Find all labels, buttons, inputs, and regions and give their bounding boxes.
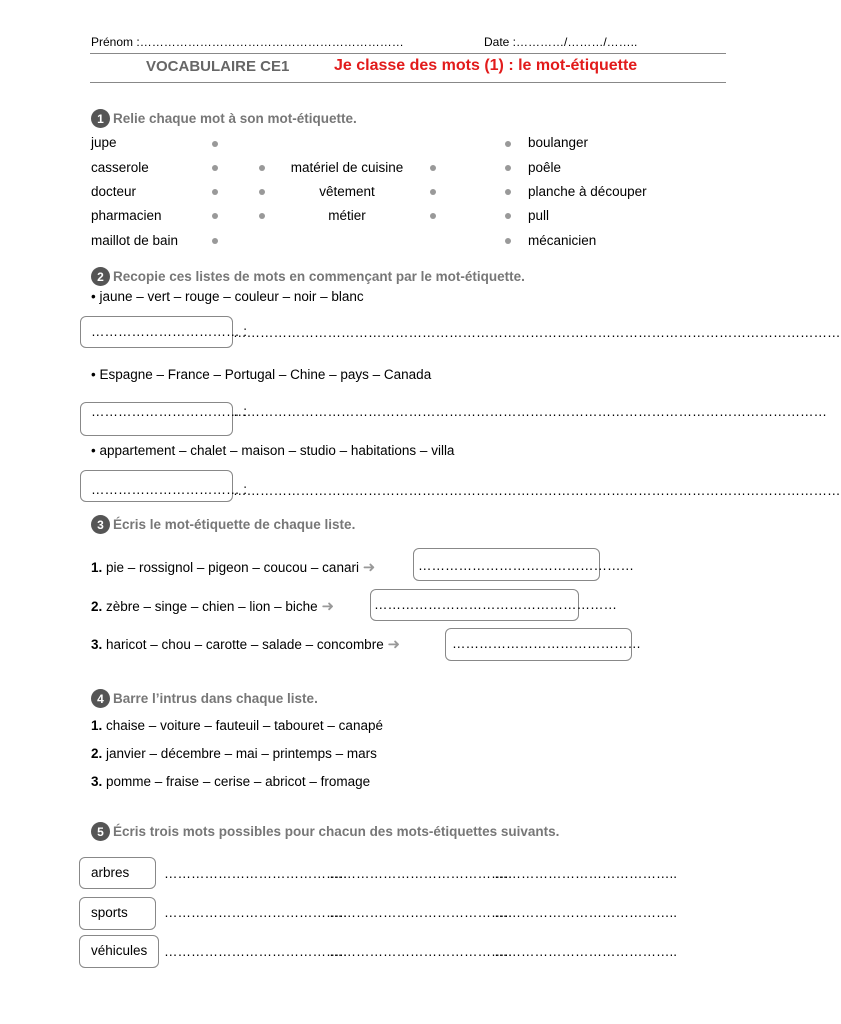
header-top-rule — [90, 53, 726, 54]
ex5-answer-line[interactable]: ………………………………….. — [494, 944, 678, 959]
ex4-item-text[interactable]: janvier – décembre – mai – printemps – mars — [106, 746, 377, 761]
ex1-left-dot[interactable] — [212, 213, 218, 219]
ex1-center-left-dot[interactable] — [259, 165, 265, 171]
ex1-left-dot[interactable] — [212, 189, 218, 195]
ex3-item-text: pie – rossignol – pigeon – coucou – canari — [106, 560, 359, 575]
prenom-label — [91, 35, 404, 49]
ex1-right-dot[interactable] — [505, 165, 511, 171]
ex5-number-icon: 5 — [91, 822, 110, 841]
ex5-answer-line[interactable]: ………………………………….. — [164, 905, 348, 920]
ex3-item-text: zèbre – singe – chien – lion – biche — [106, 599, 318, 614]
ex3-item-number: 1. — [91, 560, 103, 575]
ex2-title — [91, 267, 525, 286]
ex2-answer-line[interactable]: ……………………………………………………………………………………………………………………… — [233, 325, 841, 340]
ex1-left-dot[interactable] — [212, 165, 218, 171]
ex5-label: sports — [91, 905, 128, 920]
ex1-right-word: planche à découper — [528, 184, 647, 199]
ex4-title — [91, 689, 318, 708]
ex1-right-dot[interactable] — [505, 213, 511, 219]
ex1-center-left-dot[interactable] — [259, 189, 265, 195]
ex1-center-right-dot[interactable] — [430, 189, 436, 195]
page-title: Je classe des mots (1) : le mot-étiquette — [334, 57, 638, 74]
ex3-title — [91, 515, 355, 534]
arrow-right-icon: ➜ — [387, 636, 401, 653]
ex1-left-dot[interactable] — [212, 238, 218, 244]
header-bottom-rule — [90, 82, 726, 83]
ex3-item-number: 2. — [91, 599, 103, 614]
ex5-answer-line[interactable]: ………………………………….. — [494, 905, 678, 920]
ex4-number-icon: 4 — [91, 689, 110, 708]
ex1-center-right-dot[interactable] — [430, 213, 436, 219]
ex4-item-number: 2. — [91, 746, 103, 761]
ex5-instruction: Écris trois mots possibles pour chacun des mots-étiquettes suivants. — [113, 824, 560, 839]
ex5-label: véhicules — [91, 943, 148, 958]
ex2-number-icon: 2 — [91, 267, 110, 286]
ex3-number-icon: 3 — [91, 515, 110, 534]
prenom-label-text: Prénom : — [91, 35, 140, 49]
ex1-center-label: matériel de cuisine — [290, 160, 404, 175]
ex3-item-number: 3. — [91, 637, 103, 652]
ex1-center-left-dot[interactable] — [259, 213, 265, 219]
ex2-answer-line[interactable]: ……………………………………………………………………………………………………………………… — [233, 483, 841, 498]
ex4-item-text[interactable]: pomme – fraise – cerise – abricot – fromage — [106, 774, 371, 789]
ex1-center-right-dot[interactable] — [430, 165, 436, 171]
ex5-answer-line[interactable]: ………………………………….. — [164, 866, 348, 881]
ex1-left-word: maillot de bain — [91, 233, 179, 248]
ex3-item — [91, 558, 375, 576]
prenom-field[interactable]: ………………………………………………………… — [139, 35, 404, 49]
ex1-left-word: pharmacien — [91, 208, 162, 223]
date-field[interactable]: …………/………/…….. — [516, 35, 638, 49]
ex1-right-dot[interactable] — [505, 189, 511, 195]
ex2-word-list: • jaune – vert – rouge – couleur – noir – blanc — [91, 289, 364, 304]
ex1-right-dot[interactable] — [505, 238, 511, 244]
ex5-label: arbres — [91, 865, 130, 880]
ex4-item-number: 1. — [91, 718, 103, 733]
ex2-box-dots: …………………………… : — [91, 404, 248, 419]
ex2-word-list: • Espagne – France – Portugal – Chine – pays – Canada — [91, 367, 432, 382]
ex2-box-dots: …………………………… : — [91, 324, 248, 339]
ex2-answer-line[interactable]: …………………………………………………………………………………………………………………… — [233, 404, 827, 419]
ex4-instruction: Barre l’intrus dans chaque liste. — [113, 691, 318, 706]
date-label — [484, 35, 637, 49]
ex5-answer-line[interactable]: ………………………………….. — [164, 944, 348, 959]
ex4-item-text[interactable]: chaise – voiture – fauteuil – tabouret – canapé — [106, 718, 383, 733]
ex1-center-label: vêtement — [319, 184, 375, 199]
ex5-answer-line[interactable]: ………………………………….. — [329, 866, 513, 881]
ex1-center-label: métier — [328, 208, 366, 223]
ex1-left-dot[interactable] — [212, 141, 218, 147]
ex3-answer-dots: …………………………………… — [452, 636, 641, 651]
ex3-instruction: Écris le mot-étiquette de chaque liste. — [113, 517, 356, 532]
ex3-answer-dots: ………………………………………… — [418, 558, 634, 573]
subject-title: VOCABULAIRE CE1 — [146, 58, 290, 75]
ex4-item[interactable] — [91, 774, 370, 789]
ex3-answer-dots: ……………………………………………… — [374, 597, 617, 612]
ex3-item — [91, 597, 334, 615]
ex1-left-word: jupe — [91, 135, 117, 150]
ex5-title — [91, 822, 559, 841]
ex1-right-word: boulanger — [528, 135, 589, 150]
arrow-right-icon: ➜ — [321, 598, 335, 615]
ex2-word-list: • appartement – chalet – maison – studio – habitations – villa — [91, 443, 455, 458]
arrow-right-icon: ➜ — [362, 559, 376, 576]
ex1-number-icon: 1 — [91, 109, 110, 128]
ex2-instruction: Recopie ces listes de mots en commençant par le mot-étiquette. — [113, 269, 525, 284]
ex3-item — [91, 635, 400, 653]
ex1-right-word: pull — [528, 208, 550, 223]
ex5-answer-line[interactable]: ………………………………….. — [329, 944, 513, 959]
date-label-text: Date : — [484, 35, 517, 49]
ex4-item[interactable] — [91, 718, 383, 733]
ex1-left-word: docteur — [91, 184, 137, 199]
ex1-left-word: casserole — [91, 160, 149, 175]
ex1-right-word: poêle — [528, 160, 562, 175]
ex1-right-dot[interactable] — [505, 141, 511, 147]
ex2-box-dots: …………………………… : — [91, 482, 248, 497]
ex1-right-word: mécanicien — [528, 233, 597, 248]
ex3-item-text: haricot – chou – carotte – salade – concombre — [106, 637, 384, 652]
ex4-item-number: 3. — [91, 774, 103, 789]
ex1-instruction: Relie chaque mot à son mot-étiquette. — [113, 111, 357, 126]
ex4-item[interactable] — [91, 746, 377, 761]
ex5-answer-line[interactable]: ………………………………….. — [329, 905, 513, 920]
ex1-title — [91, 109, 357, 128]
ex5-answer-line[interactable]: ………………………………….. — [494, 866, 678, 881]
